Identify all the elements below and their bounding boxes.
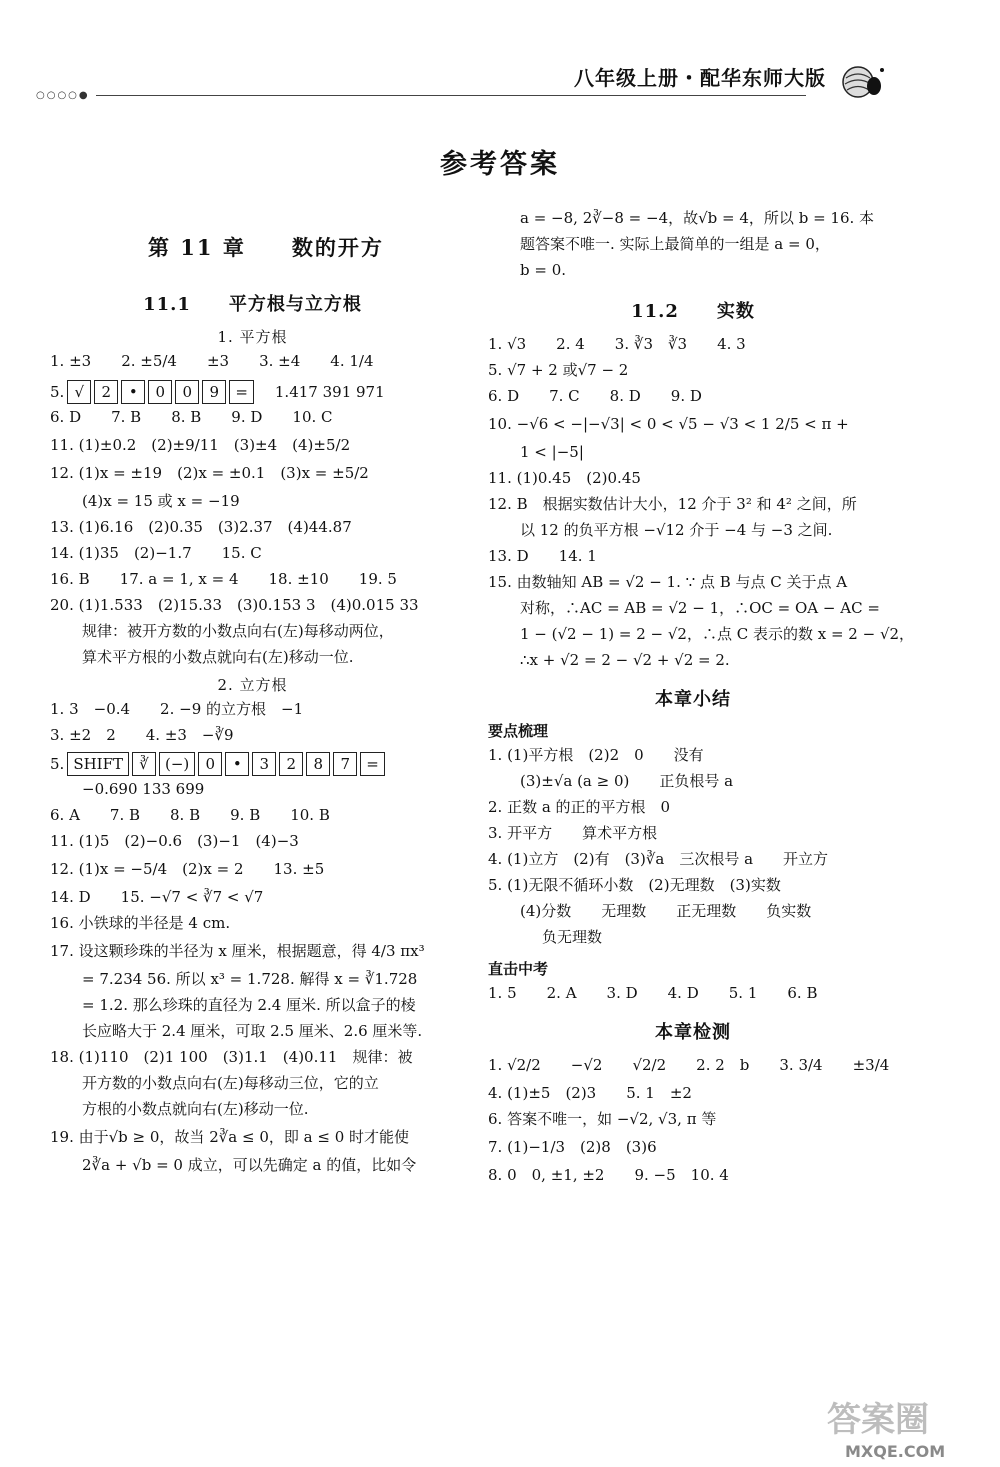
calculator-key: = — [360, 752, 385, 776]
answer-line: 6. D 7. B 8. B 9. D 10. C — [50, 407, 333, 426]
calculator-key: 9 — [202, 380, 226, 404]
section-heading-11-1: 11.1 平方根与立方根 — [143, 294, 362, 316]
answer-line: 6. 答案不唯一，如 −√2, √3, π 等 — [488, 1109, 717, 1128]
calculator-key: 8 — [306, 752, 330, 776]
answer-line: 12. (1)x = −5/4 (2)x = 2 13. ±5 — [50, 859, 325, 878]
answer-line: 20. (1)1.533 (2)15.33 (3)0.153 3 (4)0.015 33 — [50, 595, 419, 614]
answer-line: 1. √2/2 −√2 √2/2 2. 2 b 3. 3/4 ±3/4 — [488, 1055, 890, 1074]
subsection-square-root: 1. 平方根 — [217, 327, 288, 346]
calculator-key: 2 — [279, 752, 303, 776]
answer-line: 算术平方根的小数点就向右(左)移动一位. — [82, 647, 354, 666]
calculator-key: • — [121, 380, 145, 404]
answer-line: 2∛a + √b = 0 成立，可以先确定 a 的值，比如令 — [82, 1155, 417, 1174]
page-title: 参考答案 — [440, 149, 560, 180]
answer-line: 18. (1)110 (2)1 100 (3)1.1 (4)0.11 规律：被 — [50, 1047, 413, 1066]
answer-line: 12. (1)x = ±19 (2)x = ±0.1 (3)x = ±5/2 — [50, 463, 369, 482]
calculator-key: 2 — [94, 380, 118, 404]
answer-line: 1. (1)平方根 (2)2 0 没有 — [488, 746, 704, 765]
answer-line: (4)x = 15 或 x = −19 — [82, 491, 240, 510]
answer-line: 1. 3 −0.4 2. −9 的立方根 −1 — [50, 699, 304, 718]
answer-line: 规律：被开方数的小数点向右(左)每移动两位， — [82, 621, 394, 640]
calculator-key-sequence: 5. √ 2 • 0 0 9 = 1.417 391 971 — [50, 380, 455, 404]
answer-line: 6. A 7. B 8. B 9. B 10. B — [50, 805, 330, 824]
answer-line: 12. B 根据实数估计大小，12 介于 3² 和 4² 之间，所 — [488, 494, 857, 513]
answer-line: 11. (1)5 (2)−0.6 (3)−1 (4)−3 — [50, 831, 299, 850]
calculator-key: = — [229, 380, 254, 404]
answer-line: 7. (1)−1/3 (2)8 (3)6 — [488, 1137, 657, 1156]
calculator-key: 7 — [333, 752, 357, 776]
calculator-key: • — [225, 752, 249, 776]
answer-line: 题答案不唯一. 实际上最简单的一组是 a = 0， — [520, 235, 830, 253]
calculator-result: −0.690 133 699 — [82, 779, 205, 798]
answer-line: 1. 5 2. A 3. D 4. D 5. 1 6. B — [488, 984, 818, 1003]
header-title: 八年级上册・配华东师大版 — [574, 66, 826, 90]
answer-line: b = 0. — [520, 261, 567, 279]
chapter-heading: 第 11 章 数的开方 — [148, 235, 384, 260]
book-logo-icon — [838, 58, 886, 102]
answer-line: 方根的小数点就向右(左)移动一位. — [82, 1099, 309, 1118]
answer-line: 开方数的小数点向右(左)每移动三位，它的立 — [82, 1073, 379, 1092]
answer-line: 15. 由数轴知 AB = √2 − 1. ∵ 点 B 与点 C 关于点 A — [488, 572, 848, 591]
answer-line: 11. (1)0.45 (2)0.45 — [488, 468, 641, 487]
answer-line: 17. 设这颗珍珠的半径为 x 厘米，根据题意，得 4/3 πx³ — [50, 941, 425, 960]
answer-line: 6. D 7. C 8. D 9. D — [488, 386, 702, 405]
watermark-en: MXQE.COM — [845, 1442, 946, 1461]
chapter-summary-heading: 本章小结 — [655, 688, 731, 710]
answer-line: 10. −√6 < −|−√3| < 0 < √5 − √3 < 1 2/5 < π + — [488, 414, 849, 433]
calculator-key: √ — [67, 380, 91, 404]
answer-line: = 1.2. 那么珍珠的直径为 2.4 厘米. 所以盒子的棱 — [82, 995, 416, 1014]
answer-line: 2. 正数 a 的正的平方根 0 — [488, 798, 671, 817]
answer-line: 4. (1)±5 (2)3 5. 1 ±2 — [488, 1083, 692, 1102]
answer-line: 16. 小铁球的半径是 4 cm. — [50, 913, 231, 932]
answer-line: 5. (1)无限不循环小数 (2)无理数 (3)实数 — [488, 876, 781, 895]
calculator-key: 0 — [198, 752, 222, 776]
answer-line: 1 < |−5| — [520, 442, 584, 461]
answer-line: 13. D 14. 1 — [488, 546, 597, 565]
answer-line: 4. (1)立方 (2)有 (3)∛a 三次根号 a 开立方 — [488, 850, 829, 869]
header-dots: ○○○○● — [36, 90, 90, 101]
page-header — [36, 58, 936, 108]
watermark-logo — [817, 1393, 992, 1463]
calculator-key: 0 — [148, 380, 172, 404]
answer-line: 14. (1)35 (2)−1.7 15. C — [50, 543, 262, 562]
answer-line: 负无理数 — [542, 928, 603, 947]
subsection-cube-root: 2. 立方根 — [217, 675, 288, 694]
answer-line: 16. B 17. a = 1, x = 4 18. ±10 19. 5 — [50, 569, 397, 588]
answer-line: = 7.234 56. 所以 x³ = 1.728. 解得 x = ∛1.728 — [82, 969, 418, 988]
answer-line: 3. 开平方 算术平方根 — [488, 824, 658, 843]
right-column — [488, 205, 915, 1192]
calculator-result: 1.417 391 971 — [274, 382, 385, 401]
calculator-key: (−) — [159, 752, 195, 776]
answer-line: 5. √7 + 2 或√7 − 2 — [488, 360, 629, 379]
calculator-key: ∛ — [132, 752, 156, 776]
answer-line: 19. 由于√b ≥ 0，故当 2∛a ≤ 0，即 a ≤ 0 时才能使 — [50, 1127, 410, 1146]
answer-line: ∴x + √2 = 2 − √2 + √2 = 2. — [520, 650, 730, 669]
calculator-key: 3 — [252, 752, 276, 776]
answer-line: a = −8, 2∛−8 = −4，故√b = 4，所以 b = 16. 本 — [520, 209, 875, 227]
chapter-test-heading: 本章检测 — [655, 1022, 731, 1044]
answer-line: 对称，∴AC = AB = √2 − 1，∴OC = OA − AC = — [520, 598, 880, 617]
calculator-key: 0 — [175, 380, 199, 404]
answer-line: 3. ±2 2 4. ±3 −∛9 — [50, 725, 234, 744]
answer-line: 8. 0 0, ±1, ±2 9. −5 10. 4 — [488, 1165, 729, 1184]
answer-line: (3)±√a (a ≥ 0) 正负根号 a — [520, 772, 734, 791]
section-heading-11-2: 11.2 实数 — [631, 301, 755, 322]
answer-line: (4)分数 无理数 正无理数 负实数 — [520, 902, 812, 921]
answer-line: 14. D 15. −√7 < ∛7 < √7 — [50, 887, 264, 906]
watermark-cn: 答案圈 — [827, 1400, 929, 1440]
answer-line: 长应略大于 2.4 厘米，可取 2.5 厘米、2.6 厘米等. — [82, 1021, 423, 1040]
answer-line: 1 − (√2 − 1) = 2 − √2，∴点 C 表示的数 x = 2 − √2， — [520, 624, 915, 643]
calculator-key-sequence: 5. SHIFT ∛ (−) 0 • 3 2 8 7 = — [50, 752, 455, 776]
answer-line: 以 12 的负平方根 −√12 介于 −4 与 −3 之间. — [520, 520, 833, 539]
key-points-label: 要点梳理 — [488, 722, 549, 741]
answer-line: 1. ±3 2. ±5/4 ±3 3. ±4 4. 1/4 — [50, 351, 374, 370]
answer-line: 11. (1)±0.2 (2)±9/11 (3)±4 (4)±5/2 — [50, 435, 351, 454]
header-rule — [96, 95, 806, 96]
answer-line: 1. √3 2. 4 3. ∛3 ∛3 4. 3 — [488, 334, 746, 353]
exam-label: 直击中考 — [488, 960, 549, 979]
calculator-key: SHIFT — [67, 752, 129, 776]
left-column — [50, 205, 455, 1182]
answer-line: 13. (1)6.16 (2)0.35 (3)2.37 (4)44.87 — [50, 517, 352, 536]
